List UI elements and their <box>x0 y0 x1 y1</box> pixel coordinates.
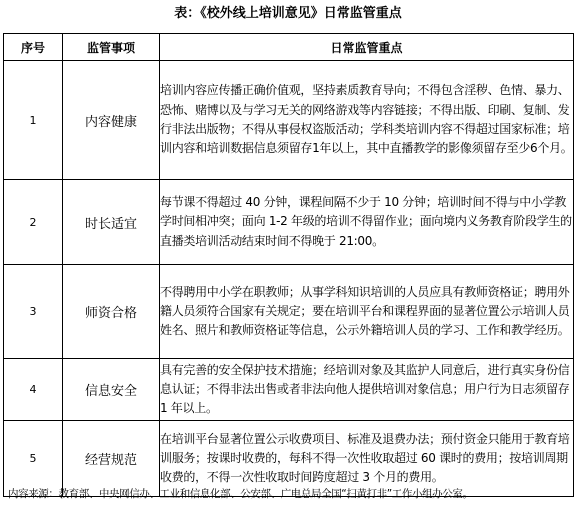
table-title: 表：《校外线上培训意见》日常监管重点 <box>174 6 402 21</box>
row-item: 内容健康 <box>63 61 160 180</box>
source-note: 内容来源：教育部、中央网信办、工业和信息化部、公安部、广电总局全国“扫黄打非”工作小组办公室。 <box>8 488 473 500</box>
row-index: 1 <box>4 61 63 180</box>
row-description: 每节课不得超过 40 分钟，课程间隔不少于 10 分钟；培训时间不得与中小学教学时间相冲突；面向 1-2 年级的培训不得留作业；面向境内义务教育阶段学生的直播类培训活动结束时间不得晚于 21:00。 <box>160 180 574 265</box>
table-header-row <box>4 34 574 61</box>
header-item: 监管事项 <box>63 34 160 61</box>
table-row <box>4 265 574 359</box>
supervision-table <box>3 33 574 497</box>
table-row <box>4 180 574 265</box>
table-row <box>4 61 574 180</box>
row-item: 信息安全 <box>63 359 160 421</box>
table-row <box>4 359 574 421</box>
row-item: 时长适宜 <box>63 180 160 265</box>
row-item: 师资合格 <box>63 265 160 359</box>
row-index: 3 <box>4 265 63 359</box>
header-index: 序号 <box>4 34 63 61</box>
header-focus: 日常监管重点 <box>160 34 574 61</box>
table-row <box>4 421 574 497</box>
row-index: 2 <box>4 180 63 265</box>
row-description: 培训内容应传播正确价值观，坚持素质教育导向；不得包含淫秽、色情、暴力、恐怖、赌博以及与学习无关的网络游戏等内容链接；不得出版、印刷、复制、发行非法出版物；不得从事侵权盗版活动；学科类培训内容不得超过国家标准；培训内容和培训数据信息须留存1年以上，其中直播教学的影像须留存至少6个月。 <box>160 61 574 180</box>
row-index: 4 <box>4 359 63 421</box>
row-description: 在培训平台显著位置公示收费项目、标准及退费办法；预付资金只能用于教育培训服务；按课时收费的，每科不得一次性收取超过 60 课时的费用；按培训周期收费的，不得一次性收取时间跨度超过 3 个月的费用。 <box>160 421 574 497</box>
row-description: 不得聘用中小学在职教师；从事学科知识培训的人员应具有教师资格证；聘用外籍人员须符合国家有关规定；要在培训平台和课程界面的显著位置公示培训人员姓名、照片和教师资格证等信息，公示外籍培训人员的学习、工作和教学经历。 <box>160 265 574 359</box>
row-index: 5 <box>4 421 63 497</box>
row-description: 具有完善的安全保护技术措施；经培训对象及其监护人同意后，进行真实身份信息认证；不得非法出售或者非法向他人提供培训对象信息；用户行为日志须留存 1 年以上。 <box>160 359 574 421</box>
row-item: 经营规范 <box>63 421 160 497</box>
